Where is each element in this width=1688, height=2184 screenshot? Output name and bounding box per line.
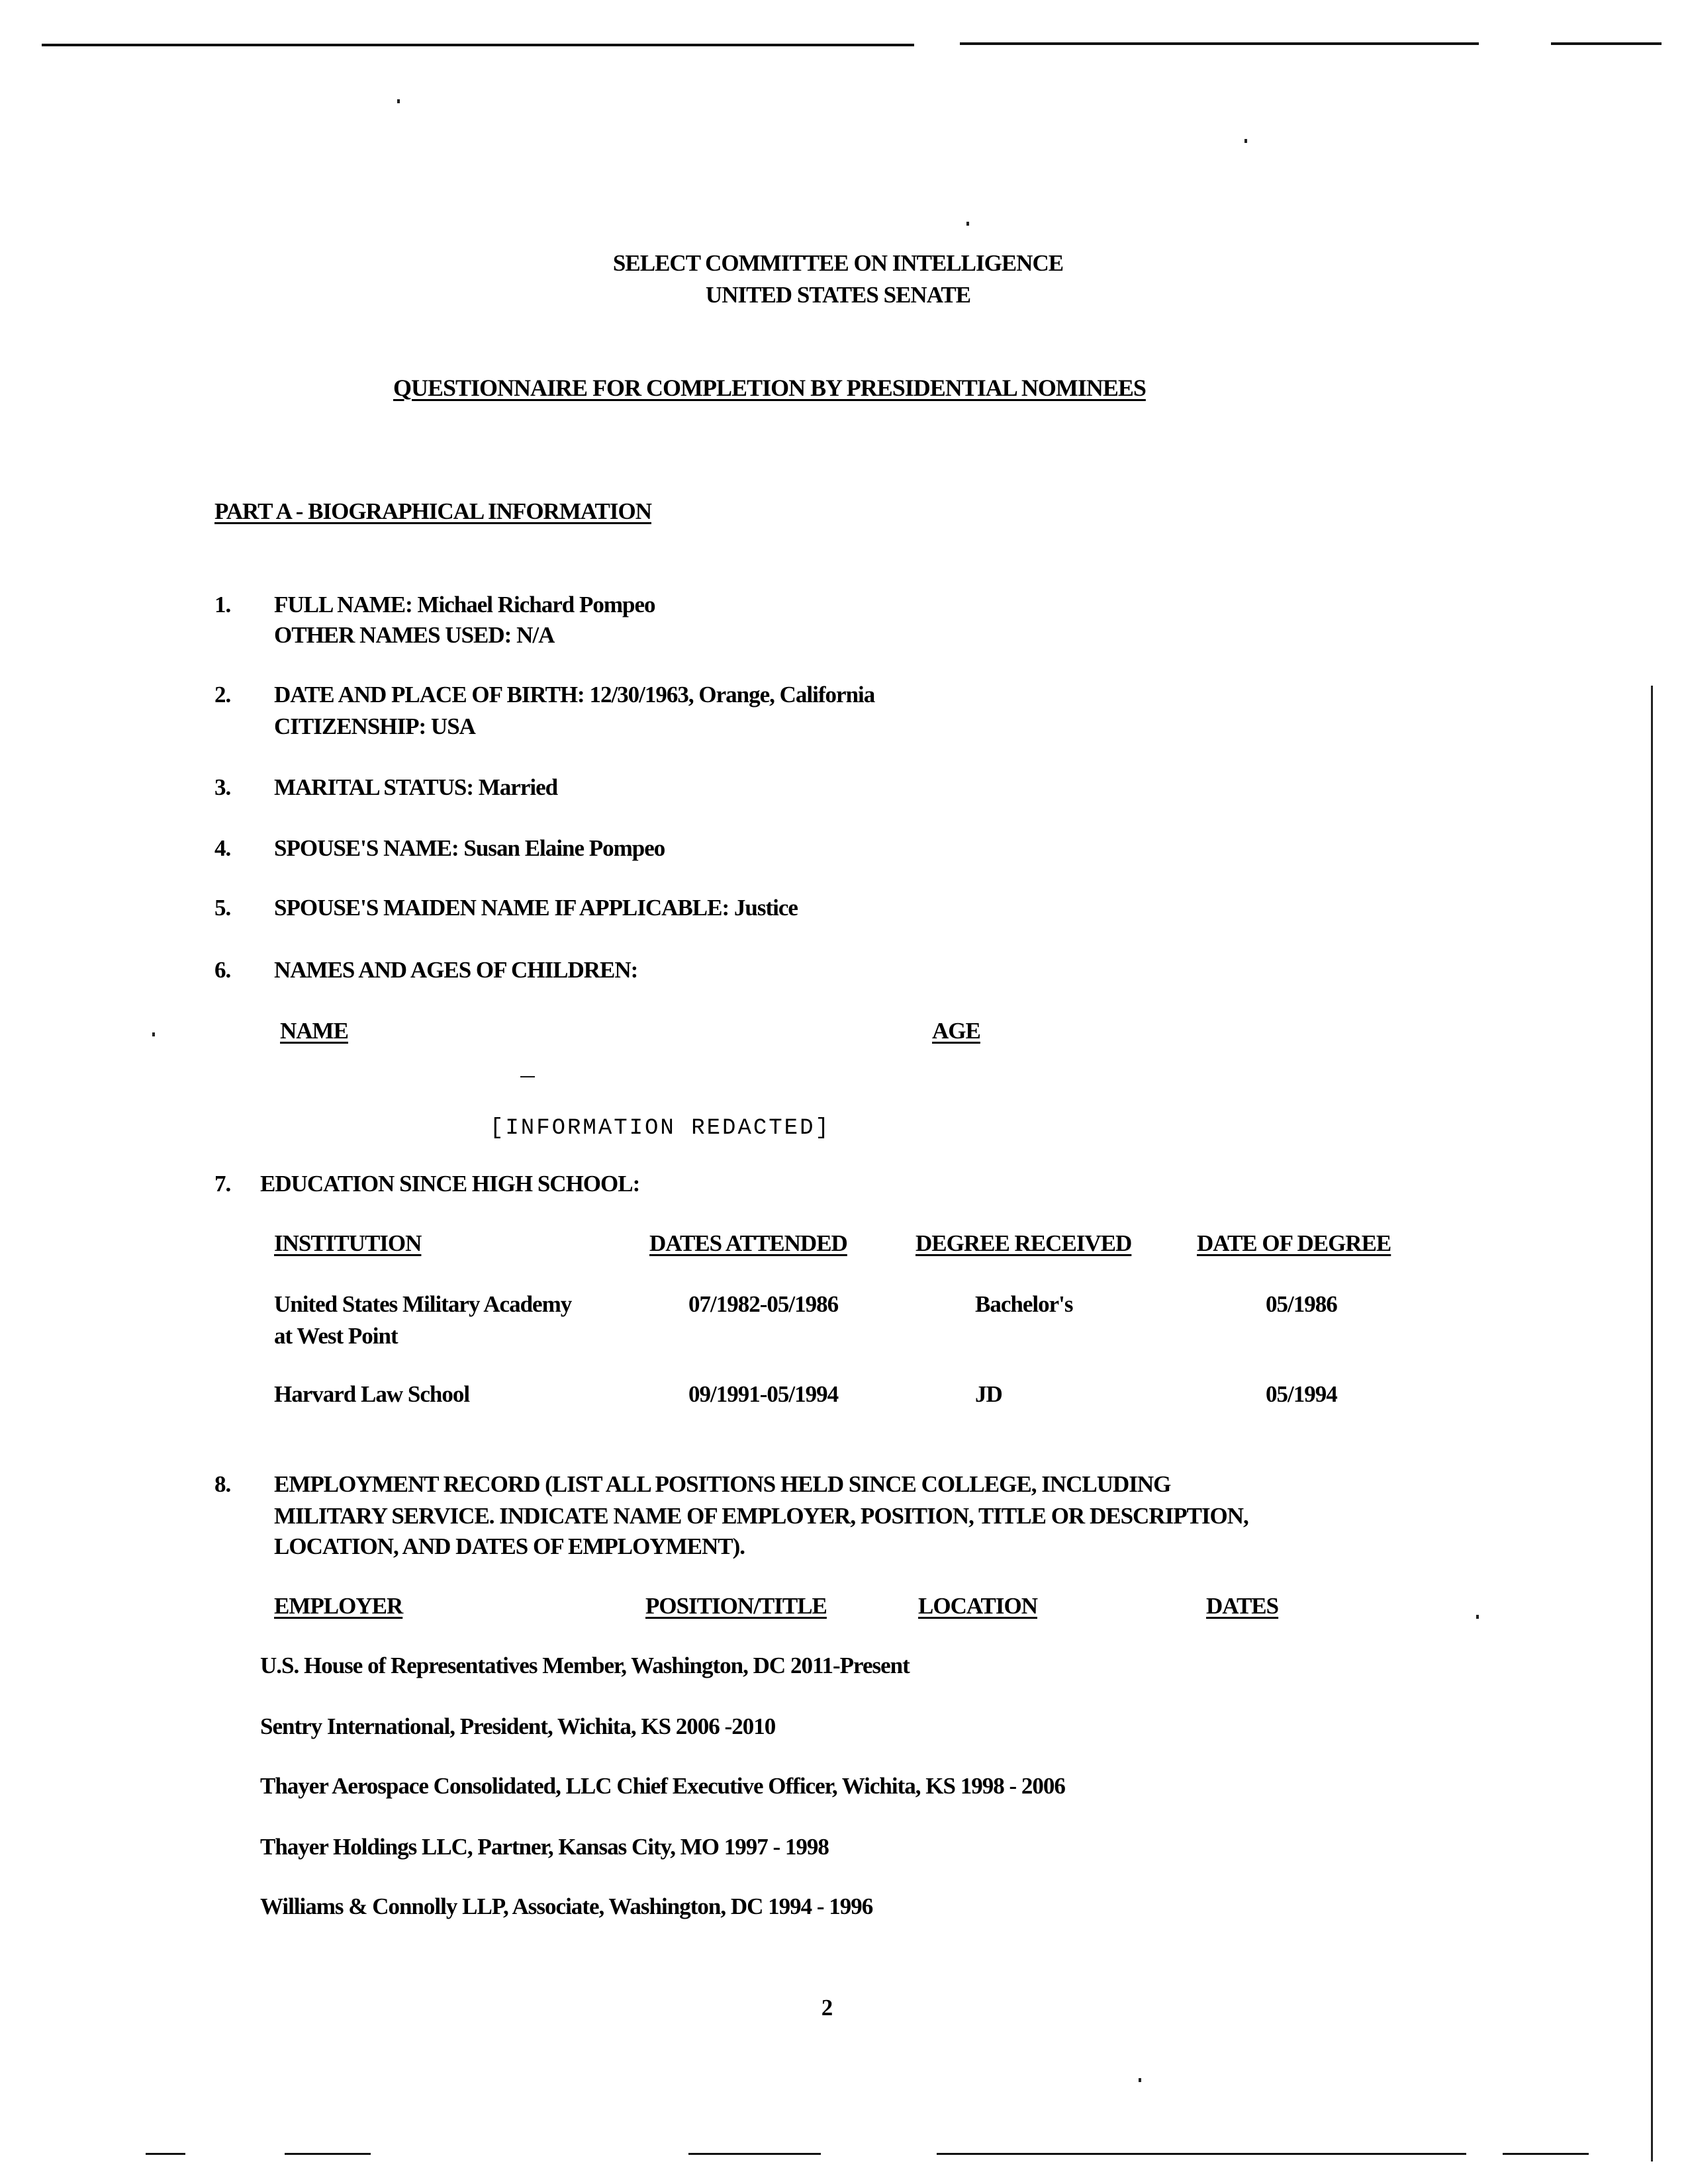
page-number: 2 (821, 1995, 833, 2021)
item-number: 4. (214, 835, 231, 861)
employment-heading: MILITARY SERVICE. INDICATE NAME OF EMPLOYER, POSITION, TITLE OR DESCRIPTION, (274, 1503, 1248, 1529)
employment-header-location: LOCATION (918, 1593, 1037, 1619)
employment-heading: EMPLOYMENT RECORD (LIST ALL POSITIONS HELD SINCE COLLEGE, INCLUDING (274, 1471, 1171, 1497)
spouse-name: SPOUSE'S NAME: Susan Elaine Pompeo (274, 835, 665, 861)
bottom-rule (1503, 2153, 1589, 2155)
degree: JD (975, 1381, 1002, 1407)
speckle (1244, 139, 1247, 143)
speckle (397, 99, 400, 103)
education-header-degree: DEGREE RECEIVED (915, 1230, 1132, 1256)
marital-status: MARITAL STATUS: Married (274, 774, 558, 800)
right-margin-rule (1651, 686, 1653, 2161)
citizenship: CITIZENSHIP: USA (274, 713, 475, 739)
speckle (152, 1032, 155, 1036)
speckle (1476, 1615, 1479, 1619)
employment-heading: LOCATION, AND DATES OF EMPLOYMENT). (274, 1533, 745, 1559)
bottom-rule (146, 2153, 185, 2155)
spouse-maiden-name: SPOUSE'S MAIDEN NAME IF APPLICABLE: Justice (274, 895, 798, 921)
birth-info: DATE AND PLACE OF BIRTH: 12/30/1963, Orange, California (274, 682, 875, 707)
employment-row: Williams & Connolly LLP, Associate, Washington, DC 1994 - 1996 (260, 1893, 873, 1919)
bottom-rule (285, 2153, 371, 2155)
institution: United States Military Academy (274, 1291, 572, 1317)
dates-attended: 07/1982-05/1986 (688, 1291, 839, 1317)
degree: Bachelor's (975, 1291, 1073, 1317)
degree-date: 05/1986 (1266, 1291, 1337, 1317)
employment-row: U.S. House of Representatives Member, Washington, DC 2011-Present (260, 1653, 910, 1678)
employment-header-dates: DATES (1206, 1593, 1279, 1619)
top-rule (42, 44, 914, 46)
education-heading: EDUCATION SINCE HIGH SCHOOL: (260, 1171, 640, 1197)
children-heading: NAMES AND AGES OF CHILDREN: (274, 957, 638, 983)
children-age-header: AGE (932, 1018, 980, 1044)
employment-row: Thayer Aerospace Consolidated, LLC Chief Executive Officer, Wichita, KS 1998 - 2006 (260, 1773, 1065, 1799)
dash-mark (520, 1076, 535, 1077)
full-name: FULL NAME: Michael Richard Pompeo (274, 592, 655, 617)
education-header-date-of-degree: DATE OF DEGREE (1197, 1230, 1391, 1256)
item-number: 7. (214, 1171, 231, 1197)
bottom-rule (688, 2153, 821, 2155)
page-title: QUESTIONNAIRE FOR COMPLETION BY PRESIDENTIAL NOMINEES (393, 375, 1146, 401)
committee-name: SELECT COMMITTEE ON INTELLIGENCE (612, 250, 1064, 276)
employment-header-employer: EMPLOYER (274, 1593, 403, 1619)
item-number: 2. (214, 682, 231, 707)
top-rule (960, 42, 1479, 45)
degree-date: 05/1994 (1266, 1381, 1337, 1407)
dates-attended: 09/1991-05/1994 (688, 1381, 839, 1407)
speckle (1139, 2078, 1141, 2082)
children-name-header: NAME (280, 1018, 348, 1044)
redacted-notice: [INFORMATION REDACTED] (490, 1116, 831, 1141)
top-rule (1551, 42, 1662, 45)
item-number: 8. (214, 1471, 231, 1497)
bottom-rule (937, 2153, 1466, 2155)
employment-header-position: POSITION/TITLE (645, 1593, 827, 1619)
item-number: 1. (214, 592, 231, 617)
education-header-dates: DATES ATTENDED (649, 1230, 847, 1256)
institution: Harvard Law School (274, 1381, 470, 1407)
employment-row: Thayer Holdings LLC, Partner, Kansas City, MO 1997 - 1998 (260, 1834, 829, 1860)
education-header-institution: INSTITUTION (274, 1230, 422, 1256)
other-names: OTHER NAMES USED: N/A (274, 622, 555, 648)
employment-row: Sentry International, President, Wichita, KS 2006 -2010 (260, 1713, 776, 1739)
item-number: 6. (214, 957, 231, 983)
section-heading: PART A - BIOGRAPHICAL INFORMATION (214, 498, 651, 524)
institution-cont: at West Point (274, 1323, 398, 1349)
item-number: 3. (214, 774, 231, 800)
item-number: 5. (214, 895, 231, 921)
senate-name: UNITED STATES SENATE (705, 282, 971, 308)
speckle (966, 222, 969, 226)
